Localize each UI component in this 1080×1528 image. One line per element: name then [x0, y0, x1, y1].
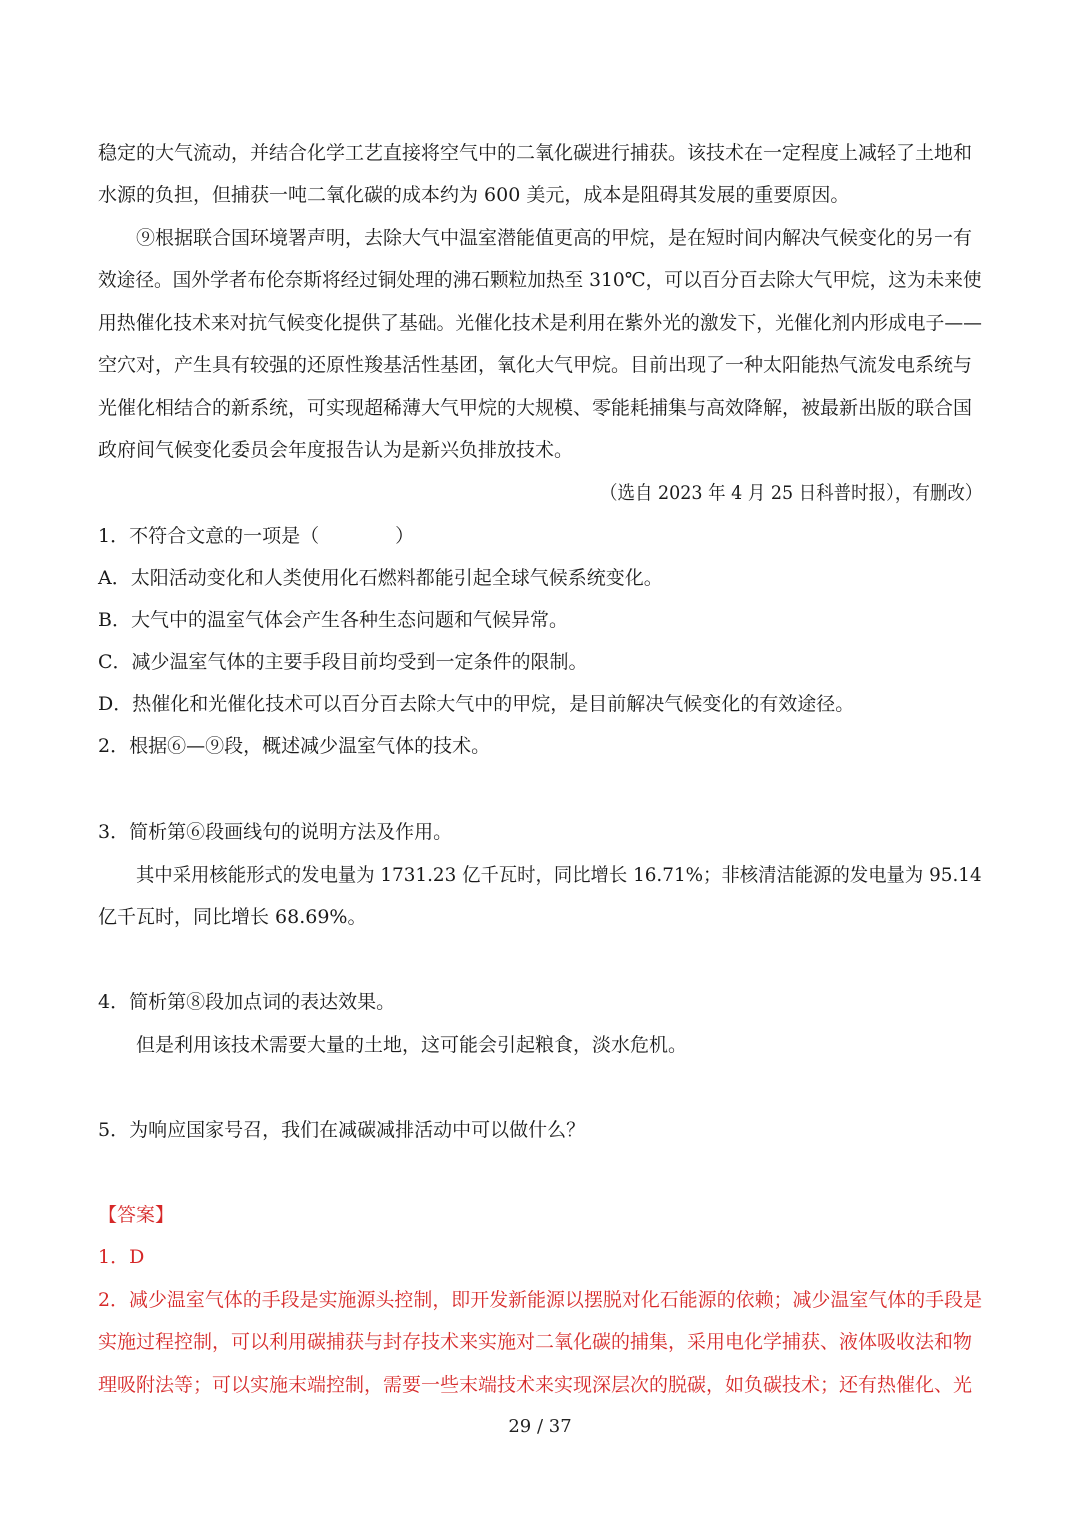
question-1-option-c: C．减少温室气体的主要手段目前均受到一定条件的限制。 — [98, 651, 588, 673]
answer-2-line-3: 理吸附法等；可以实施末端控制，需要一些末端技术来实现深层次的脱碳，如负碳技术；还有热催化、光 — [98, 1374, 973, 1396]
passage-p9-line-1: ⑨根据联合国环境署声明，去除大气中温室潜能值更高的甲烷，是在短时间内解决气候变化的另一有 — [136, 227, 973, 249]
answer-heading: 【答案】 — [98, 1204, 175, 1226]
passage-p8-line-1: 稳定的大气流动，并结合化学工艺直接将空气中的二氧化碳进行捕获。该技术在一定程度上减轻了土地和 — [98, 142, 973, 164]
question-1-option-b: B．大气中的温室气体会产生各种生态问题和气候异常。 — [98, 609, 568, 631]
passage-p9-line-2: 效途径。国外学者布伦奈斯将经过铜处理的沸石颗粒加热至 310℃，可以百分百去除大气甲烷，这为未来使 — [98, 269, 982, 291]
passage-source: （选自 2023 年 4 月 25 日科普时报），有删改） — [600, 482, 983, 504]
answer-2-line-2: 实施过程控制，可以利用碳捕获与封存技术来实施对二氧化碳的捕集，采用电化学捕获、液体吸收法和物 — [98, 1331, 973, 1353]
question-5: 5．为响应国家号召，我们在减碳减排活动中可以做什么？ — [98, 1119, 586, 1141]
passage-p9-line-6: 政府间气候变化委员会年度报告认为是新兴负排放技术。 — [98, 439, 574, 461]
passage-p8-line-2: 水源的负担，但捕获一吨二氧化碳的成本约为 600 美元，成本是阻碍其发展的重要原因。 — [98, 184, 850, 206]
answer-2-line-1: 2．减少温室气体的手段是实施源头控制，即开发新能源以摆脱对化石能源的依赖；减少温室气体的手段是 — [98, 1289, 983, 1311]
passage-p9-line-5: 光催化相结合的新系统，可实现超稀薄大气甲烷的大规模、零能耗捕集与高效降解，被最新出版的联合国 — [98, 397, 973, 419]
passage-p9-line-4: 空穴对，产生具有较强的还原性羧基活性基团，氧化大气甲烷。目前出现了一种太阳能热气流发电系统与 — [98, 354, 973, 376]
question-4-quote: 但是利用该技术需要大量的土地，这可能会引起粮食，淡水危机。 — [136, 1034, 688, 1056]
answer-1: 1．D — [98, 1246, 145, 1268]
question-1-option-d: D．热催化和光催化技术可以百分百去除大气中的甲烷，是目前解决气候变化的有效途径。 — [98, 693, 855, 715]
passage-p9-line-3: 用热催化技术来对抗气候变化提供了基础。光催化技术是利用在紫外光的激发下，光催化剂内形成电子—— — [98, 312, 982, 334]
question-1: 1．不符合文意的一项是（ ） — [98, 525, 415, 547]
page-number: 29 / 37 — [508, 1416, 572, 1437]
question-3-quote-line-1: 其中采用核能形式的发电量为 1731.23 亿千瓦时，同比增长 16.71%；非核清洁能源的发电量为 95.14 — [136, 864, 982, 886]
question-1-option-a: A．太阳活动变化和人类使用化石燃料都能引起全球气候系统变化。 — [98, 567, 663, 589]
question-4: 4．简析第⑧段加点词的表达效果。 — [98, 991, 396, 1013]
question-3-quote-line-2: 亿千瓦时，同比增长 68.69%。 — [98, 906, 367, 928]
question-2: 2．根据⑥—⑨段，概述减少温室气体的技术。 — [98, 735, 491, 757]
question-3: 3．简析第⑥段画线句的说明方法及作用。 — [98, 821, 453, 843]
